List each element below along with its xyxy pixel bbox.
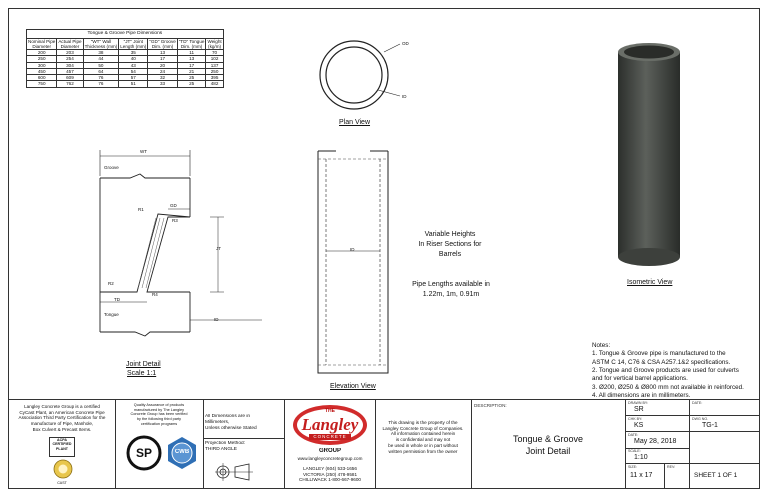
pipe-lengths-note: Pipe Lengths available in 1.22m, 1m, 0.91m xyxy=(412,281,490,298)
table-cell: 457 xyxy=(57,68,83,74)
jt-label: JT xyxy=(216,246,221,251)
table-cell: 137 xyxy=(206,62,223,68)
logo-the-text: THE xyxy=(325,408,335,414)
col-header: Nominal Pipe Diameter xyxy=(28,38,56,49)
table-cell: 13 xyxy=(148,50,178,56)
logo-group-text: GROUP xyxy=(318,448,341,454)
table-cell: 24 xyxy=(148,68,178,74)
pipe-top-opening xyxy=(624,46,674,59)
title-block xyxy=(9,399,759,489)
note-line: ASTM C 14, C76 & CSA A257.1&2 specifications. xyxy=(592,358,731,366)
table-cell: 13 xyxy=(177,56,206,62)
isometric-view-title: Isometric View xyxy=(627,279,673,286)
checked-label: CHK BY: xyxy=(628,417,643,421)
date-value: May 28, 2018 xyxy=(634,438,677,445)
logo-concrete-text: CONCRETE xyxy=(309,434,351,440)
date-label-top: DATE: xyxy=(692,401,703,405)
table-cell: 44 xyxy=(83,56,119,62)
tongue-label: Tongue xyxy=(104,312,119,317)
joint-detail-drawing xyxy=(90,142,270,367)
description-label: DESCRIPTION: xyxy=(474,403,507,408)
cwb-logo-text: CWB xyxy=(174,449,190,455)
table-cell: 64 xyxy=(83,68,119,74)
size-label: SIZE: xyxy=(628,465,637,469)
rev-label: REV: xyxy=(667,465,676,469)
r3-label: R3 xyxy=(172,218,178,223)
col-header: Actual Pipe Diameter xyxy=(58,38,82,49)
dimensions-note: All Dimensions are in Millimeters, Unless otherwise Stated xyxy=(205,414,257,431)
table-cell: 54 xyxy=(119,68,148,74)
certification-text: Langley Concrete Group is a certified CyCast Plant, an American Concrete Pipe Association Third Party Certification for the manufacture of Pipe, Manhole, Box Culvert & Precast Items. xyxy=(18,404,106,432)
drawing-description: Tongue & Groove Joint Detail xyxy=(512,434,584,457)
elevation-view-drawing xyxy=(312,145,402,380)
table-cell: 20 xyxy=(148,62,178,68)
table-cell: 300 xyxy=(27,62,57,68)
outer-circle xyxy=(320,41,388,109)
table-cell: 750 xyxy=(27,81,57,87)
r4-label: R4 xyxy=(152,292,158,297)
sheet-number: SHEET 1 OF 1 xyxy=(694,472,738,479)
table-header-row xyxy=(27,38,224,50)
table-cell: 102 xyxy=(206,56,223,62)
table-cell: 17 xyxy=(148,56,178,62)
table-cell: 21 xyxy=(177,68,206,74)
note-line: and for vertical barrel applications. xyxy=(592,375,688,383)
table-cell: 57 xyxy=(119,75,148,81)
isometric-pipe-render xyxy=(612,40,687,272)
table-cell: 35 xyxy=(119,50,148,56)
csa-logo-text: SP xyxy=(135,446,152,460)
website-link[interactable]: www.langleyconcretegroup.com xyxy=(297,456,363,461)
table-cell: 482 xyxy=(206,81,223,87)
quality-assurance-text: Quality Assurance of products manufactured by The Langley Concrete Group has been verified by the following third party certification programs xyxy=(130,403,188,426)
wt-label: WT xyxy=(140,149,147,154)
table-cell: 450 xyxy=(27,68,57,74)
notes-title: Notes: xyxy=(592,342,611,349)
pipe-body xyxy=(618,52,680,257)
table-cell: 70 xyxy=(206,50,223,56)
td-label: TD xyxy=(114,297,120,302)
acpa-certified-badge: ACPA CERTIFIED PLANT xyxy=(49,437,75,457)
projection-method: Projection Method: THIRD ANGLE xyxy=(205,441,245,452)
joint-detail-title: Joint Detail xyxy=(126,361,161,368)
table-cell: 32 xyxy=(148,75,178,81)
table-cell: 762 xyxy=(57,81,83,87)
gd-label: GD xyxy=(170,203,177,208)
variable-heights-note: Variable Heights In Riser Sections for Barrels xyxy=(418,231,482,258)
table-cell: 50 xyxy=(83,62,119,68)
plan-view-title: Plan View xyxy=(339,119,371,126)
od-leader xyxy=(384,44,400,52)
table-cell: 43 xyxy=(119,62,148,68)
col-header: "JT" Joint Length (mm) xyxy=(120,38,147,49)
table-cell: 250 xyxy=(206,68,223,74)
groove-label: Groove xyxy=(104,165,119,170)
col-header: "TD" Tongue Dim. (mm) xyxy=(178,38,205,49)
drawn-by-value: SR xyxy=(634,406,644,413)
elevation-outline xyxy=(318,151,388,373)
table-cell: 600 xyxy=(27,75,57,81)
od-label: OD xyxy=(402,41,409,46)
table-row xyxy=(27,81,224,87)
table-cell: 51 xyxy=(119,81,148,87)
col-header: "WT" Wall Thickness (mm) xyxy=(84,38,118,49)
table-cell: 25 xyxy=(177,81,206,87)
dwg-no-value: TG-1 xyxy=(702,422,718,429)
r2-label: R2 xyxy=(108,281,114,286)
col-header: Weight (kg/m) xyxy=(207,38,222,49)
note-line: 2. Tongue and Groove products are used for culverts xyxy=(592,367,739,375)
checked-value: KS xyxy=(634,422,644,429)
note-line: 1. Tongue & Groove pipe is manufactured to the xyxy=(592,350,726,358)
date-label: DATE: xyxy=(628,433,639,437)
table-cell: 304 xyxy=(57,62,83,68)
joint-detail-scale: Scale 1:1 xyxy=(127,370,157,377)
scale-value: 1:10 xyxy=(634,454,648,461)
property-notice: This drawing is the property of the Langley Concrete Group of Companies. All information contained herein is confidential and may not be used in whole or in part without written permission from the owner xyxy=(382,420,464,454)
id-label: ID xyxy=(402,94,407,99)
groove-break-line xyxy=(100,174,190,178)
table-cell: 25 xyxy=(177,75,206,81)
contact-phones: LANGLEY (604) 533-1656 VICTORIA (250) 478-9581 CHILLIWACK 1-800-667-9600 xyxy=(299,466,361,483)
cast-badge-label: CAST xyxy=(57,481,67,485)
pipe-bottom xyxy=(618,248,680,266)
table-cell: 40 xyxy=(119,56,148,62)
table-cell: 17 xyxy=(177,62,206,68)
table-caption: Tongue & Groove Pipe Dimensions xyxy=(26,29,224,38)
table-cell: 76 xyxy=(83,75,119,81)
table-cell: 76 xyxy=(83,81,119,87)
logo-name-text: Langley xyxy=(301,415,359,434)
table-cell: 33 xyxy=(148,81,178,87)
table-cell: 200 xyxy=(27,50,57,56)
elevation-view-title: Elevation View xyxy=(330,383,376,390)
dwg-no-label: DWG NO. xyxy=(692,417,709,421)
table-cell: 11 xyxy=(177,50,206,56)
pipe-dimensions-table xyxy=(26,29,224,88)
table-cell: 250 xyxy=(27,56,57,62)
r1-label: R1 xyxy=(138,207,144,212)
col-header: "GD" Groove Dim. (mm) xyxy=(149,38,176,49)
inner-circle xyxy=(326,47,382,103)
note-line: 4. All dimensions are in millimeters. xyxy=(592,392,691,400)
drawn-by-label: DRAWN BY: xyxy=(628,401,649,405)
table-cell: 203 xyxy=(57,50,83,56)
third-angle-projection-icon xyxy=(215,460,255,484)
table-cell: 254 xyxy=(57,56,83,62)
size-value: 11 x 17 xyxy=(630,472,653,479)
tongue-break-line xyxy=(100,332,190,336)
note-line: 3. Ø200, Ø250 & Ø800 mm not available in reinforced. xyxy=(592,383,744,391)
scale-label: SCALE: xyxy=(628,449,641,453)
table-cell: 609 xyxy=(57,75,83,81)
cast-badge-icon xyxy=(52,459,74,481)
table-cell: 395 xyxy=(206,75,223,81)
table-cell: 38 xyxy=(83,50,119,56)
joint-id-label: ID xyxy=(214,317,219,322)
notes-block xyxy=(592,342,760,401)
elevation-id-label: ID xyxy=(350,247,355,252)
